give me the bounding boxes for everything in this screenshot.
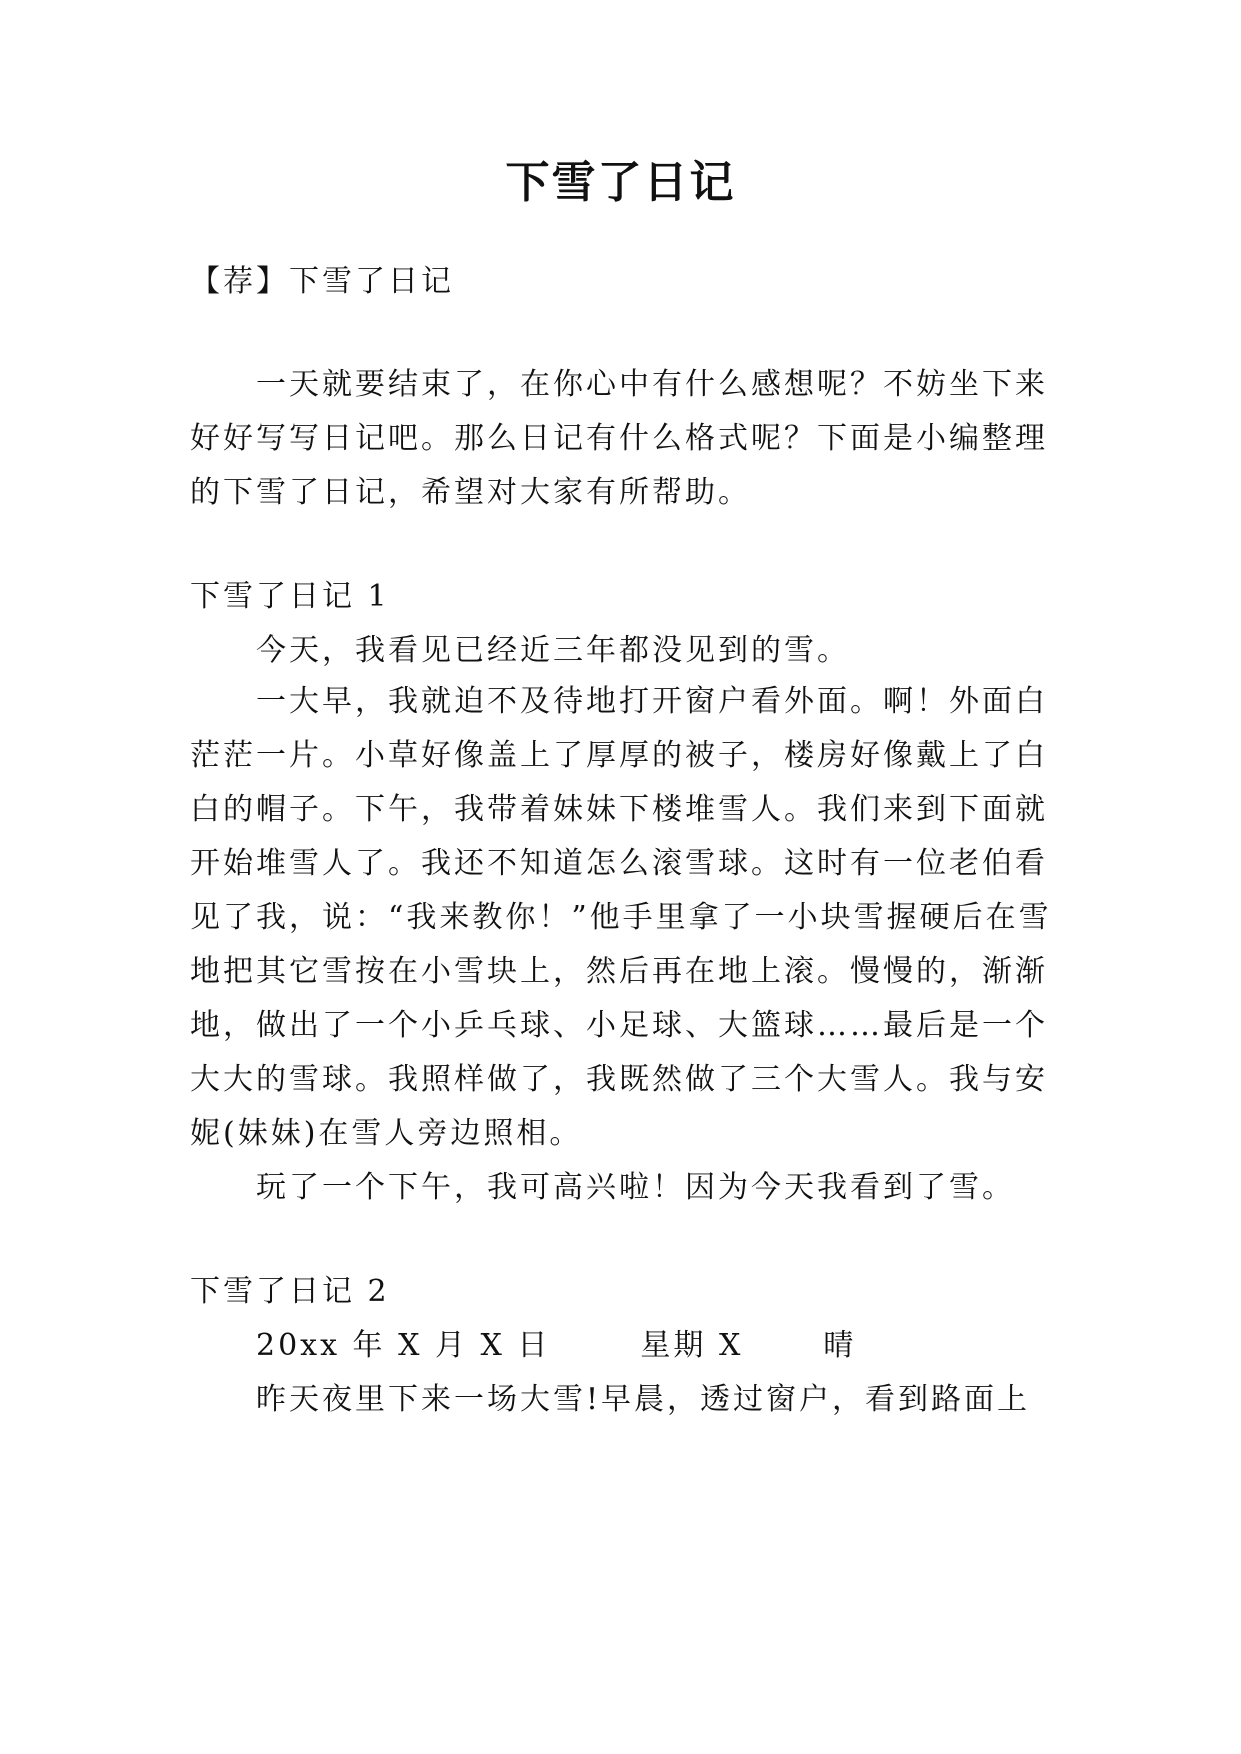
entry2-heading: 下雪了日记 2 <box>190 1274 390 1309</box>
entry1-paragraph-line: 见了我，说：“我来教你！”他手里拿了一小块雪握硬后在雪 <box>190 900 1052 935</box>
entry1-heading: 下雪了日记 1 <box>190 579 390 614</box>
intro-line: 的下雪了日记，希望对大家有所帮助。 <box>190 475 751 510</box>
intro-line: 好好写写日记吧。那么日记有什么格式呢？下面是小编整理 <box>190 421 1048 456</box>
document-title: 下雪了日记 <box>505 157 736 208</box>
entry1-paragraph-line: 茫茫一片。小草好像盖上了厚厚的被子，楼房好像戴上了白 <box>190 738 1048 773</box>
entry1-paragraph-line: 地把其它雪按在小雪块上，然后再在地上滚。慢慢的，渐渐 <box>190 954 1048 989</box>
entry2-date: 20xx 年 X 月 X 日 <box>256 1328 551 1363</box>
entry1-paragraph-line: 地，做出了一个小乒乓球、小足球、大篮球……最后是一个 <box>190 1008 1048 1043</box>
entry1-paragraph-line: 大大的雪球。我照样做了，我既然做了三个大雪人。我与安 <box>190 1062 1048 1097</box>
entry1-paragraph-line: 白的帽子。下午，我带着妹妹下楼堆雪人。我们来到下面就 <box>190 792 1048 827</box>
entry1-paragraph: 今天，我看见已经近三年都没见到的雪。 <box>256 633 850 668</box>
entry2-weekday: 星期 X <box>640 1328 744 1363</box>
entry1-paragraph-line: 开始堆雪人了。我还不知道怎么滚雪球。这时有一位老伯看 <box>190 846 1048 881</box>
entry2-paragraph: 昨天夜里下来一场大雪!早晨，透过窗户，看到路面上 <box>256 1382 1031 1417</box>
entry2-weather: 晴 <box>823 1328 857 1363</box>
intro-line: 一天就要结束了，在你心中有什么感想呢？不妨坐下来 <box>256 367 1048 402</box>
subtitle: 【荐】下雪了日记 <box>190 264 454 299</box>
entry2-date-row <box>256 1326 1050 1366</box>
entry1-paragraph-line: 一大早，我就迫不及待地打开窗户看外面。啊！外面白 <box>256 684 1048 719</box>
entry1-paragraph-line: 妮(妹妹)在雪人旁边照相。 <box>190 1116 583 1151</box>
entry1-paragraph: 玩了一个下午，我可高兴啦！因为今天我看到了雪。 <box>256 1170 1015 1205</box>
